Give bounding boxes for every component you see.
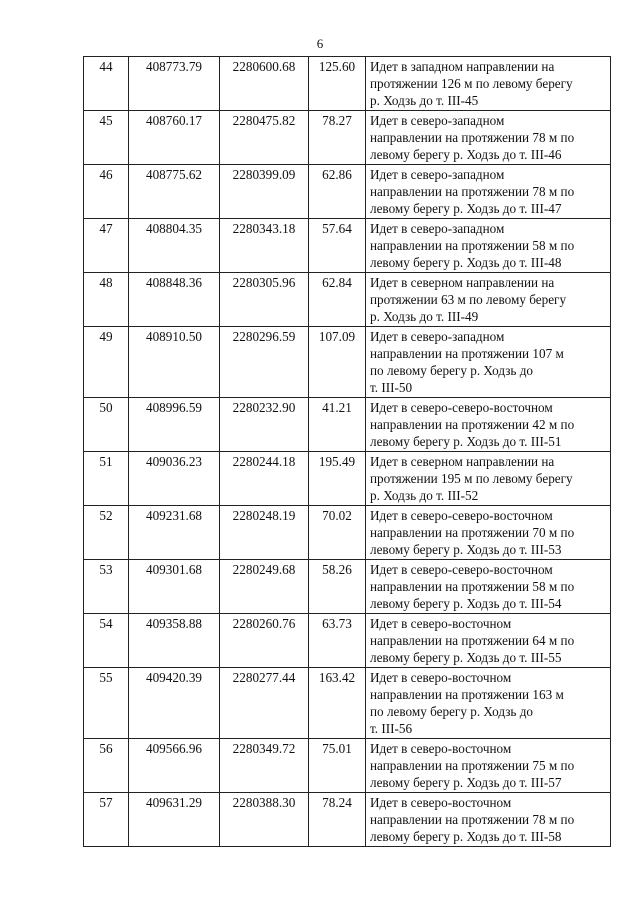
distance-cell: 163.42 <box>309 668 366 739</box>
x-coordinate-cell: 409036.23 <box>129 452 220 506</box>
description-line: направлении на протяжении 58 м по <box>370 579 575 594</box>
description-line: левому берегу р. Ходзь до т. III-47 <box>370 201 562 216</box>
description-line: р. Ходзь до т. III-45 <box>370 93 479 108</box>
distance-cell: 70.02 <box>309 506 366 560</box>
description-line: левому берегу р. Ходзь до т. III-54 <box>370 596 562 611</box>
description-cell <box>366 452 611 506</box>
point-number-cell: 49 <box>84 327 129 398</box>
x-coordinate-cell: 409420.39 <box>129 668 220 739</box>
description-line: направлении на протяжении 75 м по <box>370 758 575 773</box>
x-coordinate-cell: 408775.62 <box>129 165 220 219</box>
y-coordinate-cell: 2280305.96 <box>220 273 309 327</box>
x-coordinate-cell: 409631.29 <box>129 793 220 847</box>
description-line: Идет в северо-западном <box>370 167 505 182</box>
description-line: т. III-50 <box>370 380 413 395</box>
point-number-cell: 51 <box>84 452 129 506</box>
point-number-cell: 47 <box>84 219 129 273</box>
description-line: направлении на протяжении 64 м по <box>370 633 575 648</box>
point-number-cell: 52 <box>84 506 129 560</box>
description-line: направлении на протяжении 70 м по <box>370 525 575 540</box>
point-number-cell: 48 <box>84 273 129 327</box>
y-coordinate-cell: 2280399.09 <box>220 165 309 219</box>
description-cell <box>366 614 611 668</box>
description-line: левому берегу р. Ходзь до т. III-55 <box>370 650 562 665</box>
x-coordinate-cell: 408848.36 <box>129 273 220 327</box>
distance-cell: 78.24 <box>309 793 366 847</box>
distance-cell: 78.27 <box>309 111 366 165</box>
page-number: 6 <box>316 36 324 51</box>
x-coordinate-cell: 408760.17 <box>129 111 220 165</box>
y-coordinate-cell: 2280600.68 <box>220 57 309 111</box>
description-line: левому берегу р. Ходзь до т. III-48 <box>370 255 562 270</box>
point-number-cell: 57 <box>84 793 129 847</box>
description-cell <box>366 506 611 560</box>
description-line: Идет в северо-западном <box>370 329 505 344</box>
x-coordinate-cell: 409358.88 <box>129 614 220 668</box>
description-line: протяжении 195 м по левому берегу <box>370 471 573 486</box>
description-line: направлении на протяжении 163 м <box>370 687 564 702</box>
table-row <box>84 57 611 111</box>
description-line: Идет в западном направлении на <box>370 59 555 74</box>
point-number-cell: 44 <box>84 57 129 111</box>
description-line: левому берегу р. Ходзь до т. III-57 <box>370 775 562 790</box>
distance-cell: 57.64 <box>309 219 366 273</box>
description-line: Идет в северном направлении на <box>370 275 555 290</box>
description-line: Идет в северо-восточном <box>370 670 512 685</box>
distance-cell: 195.49 <box>309 452 366 506</box>
table-row <box>84 327 611 398</box>
description-cell <box>366 560 611 614</box>
x-coordinate-cell: 408804.35 <box>129 219 220 273</box>
distance-cell: 41.21 <box>309 398 366 452</box>
distance-cell: 125.60 <box>309 57 366 111</box>
point-number-cell: 53 <box>84 560 129 614</box>
table-row <box>84 560 611 614</box>
point-number-cell: 56 <box>84 739 129 793</box>
description-line: Идет в северо-северо-восточном <box>370 400 553 415</box>
point-number-cell: 54 <box>84 614 129 668</box>
y-coordinate-cell: 2280244.18 <box>220 452 309 506</box>
description-line: направлении на протяжении 42 м по <box>370 417 575 432</box>
coordinates-table <box>83 56 611 847</box>
description-line: протяжении 126 м по левому берегу <box>370 76 573 91</box>
distance-cell: 62.86 <box>309 165 366 219</box>
description-line: левому берегу р. Ходзь до т. III-51 <box>370 434 562 449</box>
description-line: Идет в северо-западном <box>370 113 505 128</box>
y-coordinate-cell: 2280260.76 <box>220 614 309 668</box>
description-line: направлении на протяжении 78 м по <box>370 812 575 827</box>
distance-cell: 107.09 <box>309 327 366 398</box>
y-coordinate-cell: 2280388.30 <box>220 793 309 847</box>
y-coordinate-cell: 2280343.18 <box>220 219 309 273</box>
description-line: Идет в северо-восточном <box>370 741 512 756</box>
description-line: направлении на протяжении 78 м по <box>370 184 575 199</box>
description-cell <box>366 165 611 219</box>
y-coordinate-cell: 2280277.44 <box>220 668 309 739</box>
point-number-cell: 45 <box>84 111 129 165</box>
description-line: р. Ходзь до т. III-49 <box>370 309 479 324</box>
description-cell <box>366 327 611 398</box>
description-cell <box>366 793 611 847</box>
table-row <box>84 111 611 165</box>
y-coordinate-cell: 2280296.59 <box>220 327 309 398</box>
coordinates-table-body <box>84 57 611 847</box>
distance-cell: 63.73 <box>309 614 366 668</box>
description-line: по левому берегу р. Ходзь до <box>370 704 534 719</box>
distance-cell: 58.26 <box>309 560 366 614</box>
table-row <box>84 398 611 452</box>
description-cell <box>366 57 611 111</box>
x-coordinate-cell: 408773.79 <box>129 57 220 111</box>
description-line: р. Ходзь до т. III-52 <box>370 488 479 503</box>
description-line: левому берегу р. Ходзь до т. III-53 <box>370 542 562 557</box>
description-line: направлении на протяжении 78 м по <box>370 130 575 145</box>
table-row <box>84 219 611 273</box>
x-coordinate-cell: 409566.96 <box>129 739 220 793</box>
description-line: Идет в северном направлении на <box>370 454 555 469</box>
table-row <box>84 506 611 560</box>
description-cell <box>366 219 611 273</box>
description-line: Идет в северо-северо-восточном <box>370 562 553 577</box>
x-coordinate-cell: 408910.50 <box>129 327 220 398</box>
x-coordinate-cell: 408996.59 <box>129 398 220 452</box>
y-coordinate-cell: 2280249.68 <box>220 560 309 614</box>
description-line: по левому берегу р. Ходзь до <box>370 363 534 378</box>
description-cell <box>366 273 611 327</box>
description-line: левому берегу р. Ходзь до т. III-46 <box>370 147 562 162</box>
distance-cell: 75.01 <box>309 739 366 793</box>
description-line: направлении на протяжении 107 м <box>370 346 564 361</box>
table-row <box>84 793 611 847</box>
description-cell <box>366 668 611 739</box>
distance-cell: 62.84 <box>309 273 366 327</box>
description-line: Идет в северо-северо-восточном <box>370 508 553 523</box>
x-coordinate-cell: 409301.68 <box>129 560 220 614</box>
description-line: Идет в северо-западном <box>370 221 505 236</box>
description-line: Идет в северо-восточном <box>370 616 512 631</box>
table-row <box>84 614 611 668</box>
description-line: т. III-56 <box>370 721 413 736</box>
point-number-cell: 55 <box>84 668 129 739</box>
description-line: направлении на протяжении 58 м по <box>370 238 575 253</box>
table-row <box>84 739 611 793</box>
description-line: Идет в северо-восточном <box>370 795 512 810</box>
y-coordinate-cell: 2280475.82 <box>220 111 309 165</box>
description-cell <box>366 398 611 452</box>
description-line: левому берегу р. Ходзь до т. III-58 <box>370 829 562 844</box>
y-coordinate-cell: 2280232.90 <box>220 398 309 452</box>
description-cell <box>366 111 611 165</box>
table-row <box>84 452 611 506</box>
y-coordinate-cell: 2280248.19 <box>220 506 309 560</box>
description-line: протяжении 63 м по левому берегу <box>370 292 567 307</box>
x-coordinate-cell: 409231.68 <box>129 506 220 560</box>
table-row <box>84 668 611 739</box>
description-cell <box>366 739 611 793</box>
point-number-cell: 46 <box>84 165 129 219</box>
point-number-cell: 50 <box>84 398 129 452</box>
table-row <box>84 165 611 219</box>
table-row <box>84 273 611 327</box>
y-coordinate-cell: 2280349.72 <box>220 739 309 793</box>
